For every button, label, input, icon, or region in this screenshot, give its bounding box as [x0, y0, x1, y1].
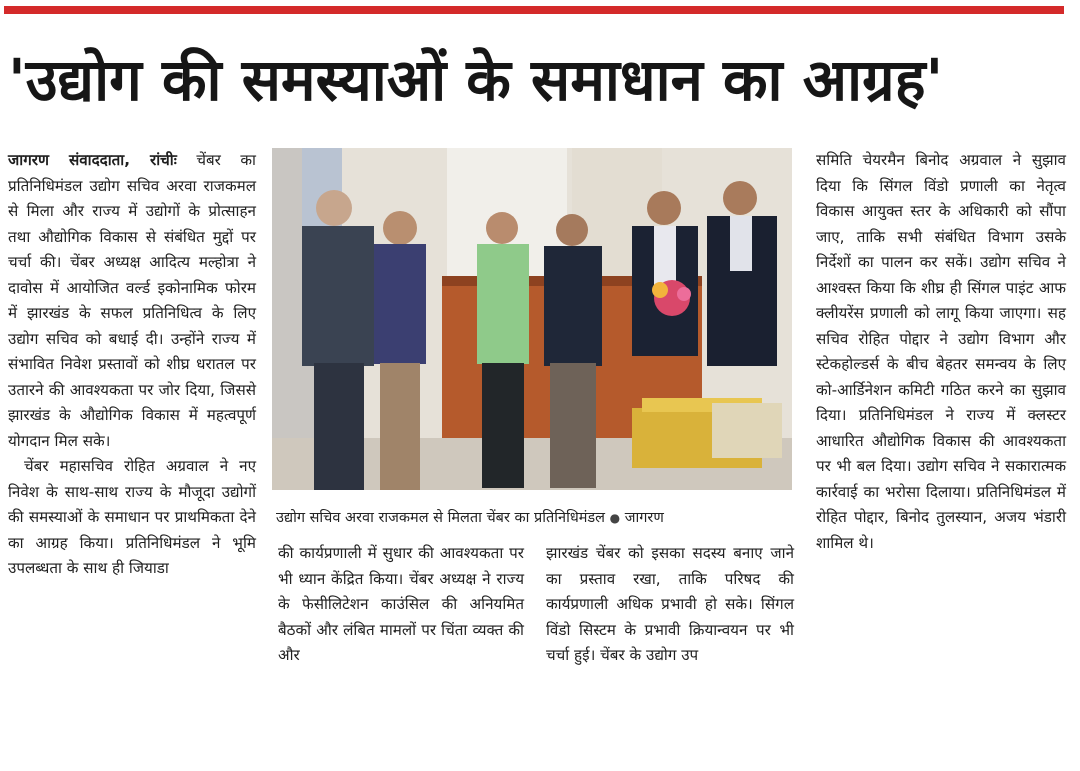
- top-red-rule: [4, 6, 1064, 14]
- column-2-text: की कार्यप्रणाली में सुधार की आवश्यकता पर भी ध्यान केंद्रित किया। चेंबर अध्यक्ष ने राज्य के फेसीलिटेशन काउंसिल की अनियमित बैठकों और लंबित मामलों पर चिंता व्यक्त की और: [278, 544, 524, 664]
- photo-caption: [276, 506, 796, 530]
- headline: 'उद्योग की समस्याओं के समाधान का आग्रह': [8, 46, 944, 114]
- column-right-text: समिति चेयरमैन बिनोद अग्रवाल ने सुझाव दिया कि सिंगल विंडो प्रणाली का नेतृत्व विकास आयुक्त स्तर के अधिकारी को सौंपा जाए, ताकि सभी संबंधित विभाग उसके निर्देशों का पालन कर सकें। उद्योग सचिव ने आश्वस्त किया कि शीघ्र ही सिंगल पाइंट आफ क्लीयरेंस प्रणाली को लागू किया जाएगा। सह सचिव रोहित पोद्दार ने उद्योग विभाग और स्टेकहोल्डर्स के बीच बेहतर समन्वय के लिए को-आर्डिनेशन कमिटी गठित करने का सुझाव दिया। प्रतिनिधिमंडल ने राज्य में क्लस्टर आधारित औद्योगिक विकास की आवश्यकता पर भी बल दिया। उद्योग सचिव ने सकारात्मक कार्रवाई का भरोसा दिलाया। प्रतिनिधिमंडल में रोहित पोद्दार, बिनोद तुलस्यान, अजय भंडारी शामिल थे।: [816, 151, 1066, 552]
- news-photo: [272, 148, 792, 490]
- paragraph-1-text: चेंबर का प्रतिनिधिमंडल उद्योग सचिव अरवा राजकमल से मिला और राज्य में उद्योगों के प्रोत्साहन तथा औद्योगिक विकास से संबंधित मुद्दों पर चर्चा की। चेंबर अध्यक्ष आदित्य मल्होत्रा ने दावोस में आयोजित वर्ल्ड इकोनामिक फोरम में झारखंड के सफल प्रतिनिधित्व के लिए उद्योग सचिव को बधाई दी। उन्होंने राज्य में संभावित निवेश प्रस्तावों को शीघ्र धरातल पर उतारने की आवश्यकता पर जोर दिया, जिससे झारखंड के औद्योगिक विकास में महत्वपूर्ण योगदान मिल सके।: [8, 151, 256, 450]
- column-1: [8, 148, 256, 693]
- column-2: [278, 541, 524, 691]
- column-right: [816, 148, 1066, 693]
- byline: जागरण संवाददाता, रांचीः: [8, 151, 177, 169]
- caption-credit: जागरण: [624, 510, 664, 526]
- caption-separator: ●: [609, 511, 621, 525]
- column-3-text: झारखंड चेंबर को इसका सदस्य बनाए जाने का प्रस्ताव रखा, ताकि परिषद की कार्यप्रणाली अधिक प्रभावी हो सके। सिंगल विंडो सिस्टम के प्रभावी क्रियान्वयन पर भी चर्चा हुई। चेंबर के उद्योग उप: [546, 544, 794, 664]
- paragraph-1: [8, 148, 256, 454]
- column-3: [546, 541, 794, 691]
- paragraph-2: चेंबर महासचिव रोहित अग्रवाल ने नए निवेश के साथ-साथ राज्य के मौजूदा उद्योगों की समस्याओं के समाधान पर प्राथमिकता देने का आग्रह किया। प्रतिनिधिमंडल ने भूमि उपलब्धता के साथ ही जियाडा: [8, 457, 256, 577]
- caption-text: उद्योग सचिव अरवा राजकमल से मिलता चेंबर का प्रतिनिधिमंडल: [276, 510, 606, 526]
